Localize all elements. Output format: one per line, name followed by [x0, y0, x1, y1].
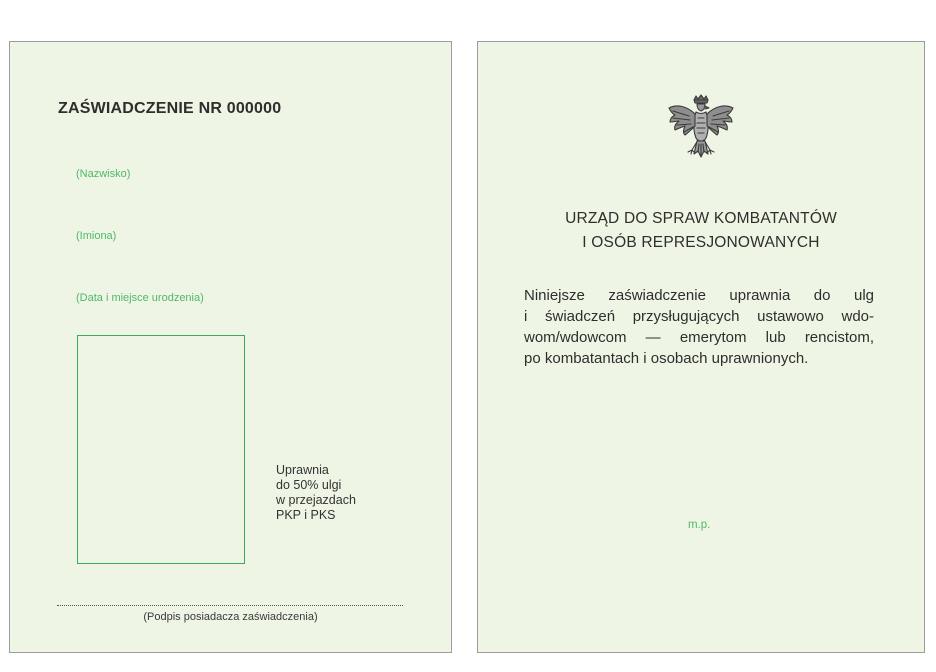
discount-line: w przejazdach: [276, 493, 356, 507]
discount-entitlement-text: [276, 463, 356, 523]
paragraph-line: Niniejsze zaświadczenie uprawnia do ulg: [524, 287, 874, 304]
certificate-inner-left-page: [9, 41, 452, 653]
discount-line: do 50% ulgi: [276, 478, 342, 492]
polish-eagle-icon: [665, 94, 737, 174]
discount-line: PKP i PKS: [276, 508, 336, 522]
birth-date-place-field-label: (Data i miejsce urodzenia): [76, 292, 204, 304]
paragraph-line: po kombatantach i osobach uprawnionych.: [524, 350, 809, 367]
first-names-field-label: (Imiona): [76, 230, 117, 242]
surname-field-label: (Nazwisko): [76, 168, 131, 180]
discount-line: Uprawnia: [276, 463, 329, 477]
office-name-line: URZĄD DO SPRAW KOMBATANTÓW: [565, 210, 837, 227]
signature-label: (Podpis posiadacza zaświadczenia): [143, 611, 318, 623]
entitlement-paragraph: [524, 285, 874, 369]
stamp-place-label: m.p.: [688, 519, 711, 531]
certificate-title: ZAŚWIADCZENIE NR 000000: [58, 100, 282, 117]
paragraph-line: i świadczeń przysługujących ustawowo wdo-: [524, 308, 874, 325]
photo-placeholder-frame: [77, 335, 245, 564]
paragraph-line: wom/wdowcom — emerytom lub rencistom,: [524, 329, 874, 346]
office-name-heading: [478, 207, 924, 255]
certificate-inner-right-page: [477, 41, 925, 653]
office-name-line: I OSÓB REPRESJONOWANYCH: [582, 234, 820, 251]
signature-dotted-line: [57, 605, 403, 606]
